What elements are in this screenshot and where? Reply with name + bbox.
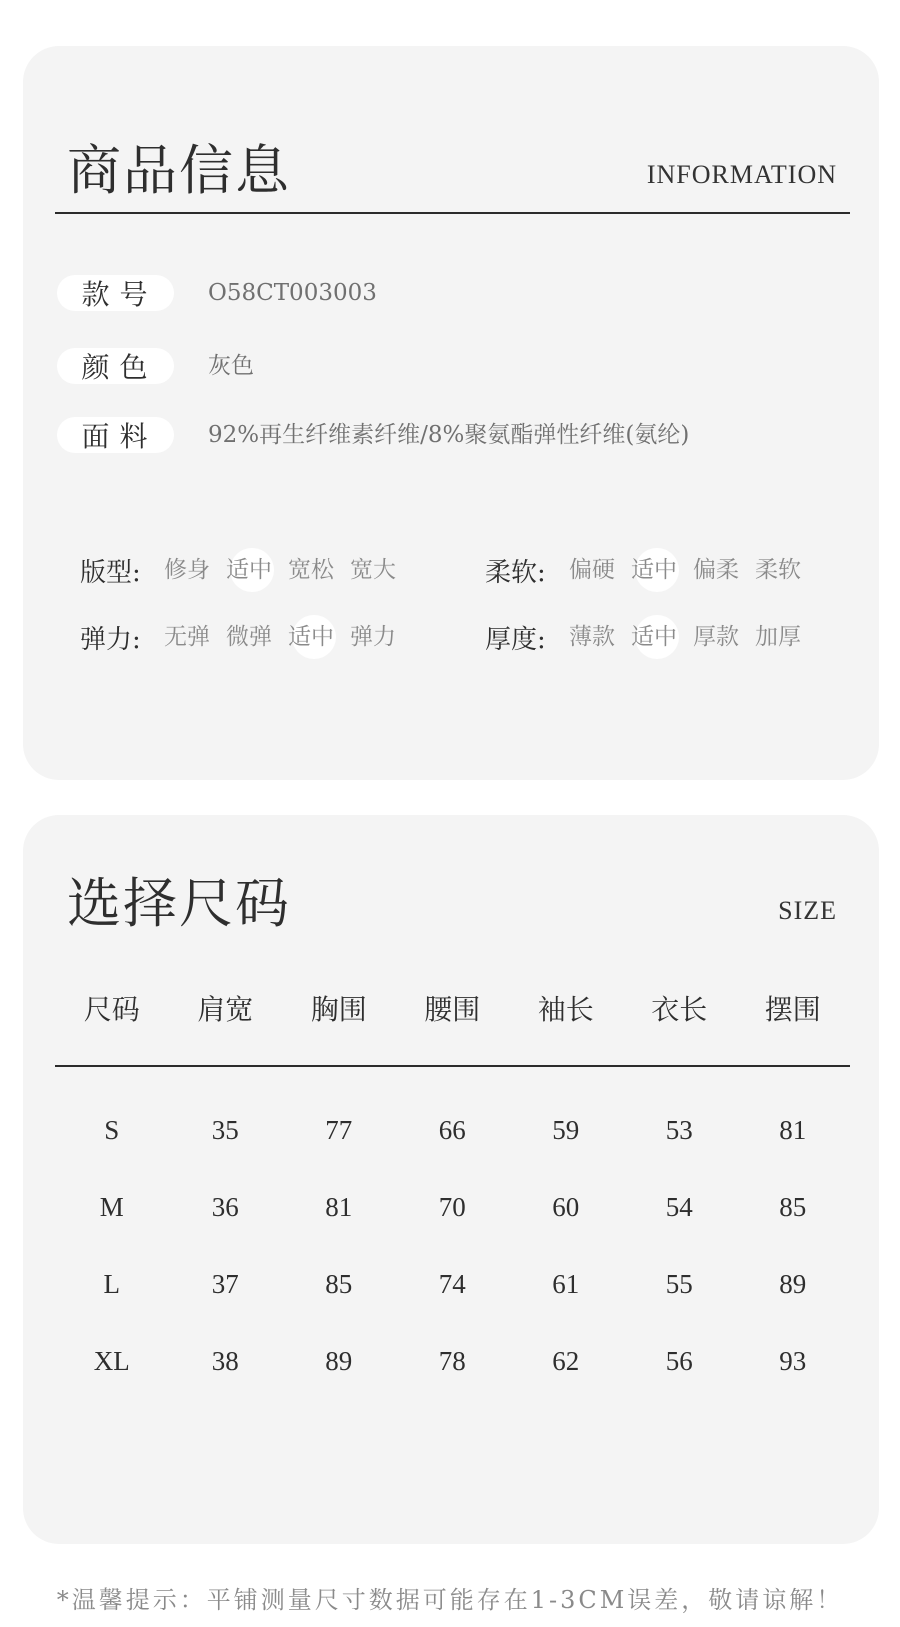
table-cell: 78: [438, 1346, 466, 1376]
table-cell: 85: [325, 1269, 353, 1299]
table-cell: 53: [665, 1115, 693, 1145]
field-value-style-no: O58CT003003: [208, 280, 377, 306]
table-cell: 81: [325, 1192, 353, 1222]
attr-fit: [80, 548, 404, 592]
table-row: [55, 1269, 850, 1346]
header-size: 尺码: [83, 993, 140, 1026]
table-cell: 38: [211, 1346, 239, 1376]
attr-fit-label: 版型:: [80, 557, 141, 588]
table-cell: 36: [211, 1192, 239, 1222]
info-divider: [55, 212, 850, 214]
table-cell: 85: [779, 1192, 807, 1222]
attr-elasticity-option: 微弹: [226, 624, 272, 650]
attr-fit-option: 宽松: [288, 557, 334, 583]
table-cell: XL: [93, 1346, 130, 1376]
size-table-header: [55, 988, 850, 1028]
attr-thickness-option: 加厚: [755, 624, 801, 650]
attr-softness-option: 偏硬: [569, 557, 615, 583]
table-cell: 77: [325, 1115, 353, 1145]
table-cell: 89: [325, 1346, 353, 1376]
table-cell: 37: [211, 1269, 239, 1299]
table-cell: 74: [438, 1269, 466, 1299]
attr-softness-option: 柔软: [755, 557, 801, 583]
header-shoulder: 肩宽: [197, 993, 254, 1026]
table-row: [55, 1346, 850, 1423]
size-title: 选择尺码: [67, 872, 291, 935]
table-cell: 62: [552, 1346, 580, 1376]
attr-elasticity-option: 弹力: [350, 624, 396, 650]
attr-thickness-option: 厚款: [693, 624, 739, 650]
attr-softness-option-selected: 适中: [623, 548, 685, 592]
size-chart-card: [23, 815, 879, 1544]
header-length: 衣长: [651, 993, 708, 1026]
size-table-body: [55, 1115, 850, 1423]
table-cell: 60: [552, 1192, 580, 1222]
table-cell: 66: [438, 1115, 466, 1145]
table-cell: 35: [211, 1115, 239, 1145]
size-title-en: SIZE: [778, 896, 837, 925]
attr-thickness-option-selected: 适中: [623, 615, 685, 659]
attr-fit-option-selected: 适中: [218, 548, 280, 592]
table-row: [55, 1115, 850, 1192]
table-cell: 54: [665, 1192, 693, 1222]
table-cell: S: [104, 1115, 120, 1145]
attr-elasticity-option-selected: 适中: [280, 615, 342, 659]
attr-elasticity: [80, 615, 404, 659]
table-cell: 81: [779, 1115, 807, 1145]
attr-elasticity-label: 弹力:: [80, 624, 141, 655]
attr-thickness-label: 厚度:: [485, 624, 546, 655]
attr-elasticity-option: 无弹: [164, 624, 210, 650]
header-waist: 腰围: [424, 993, 481, 1026]
product-info-card: [23, 46, 879, 780]
measurement-footnote: *温馨提示：平铺测量尺寸数据可能存在1-3CM误差，敬请谅解！: [56, 1586, 844, 1614]
field-label-style-no: 款号: [57, 275, 174, 311]
attr-fit-option: 宽大: [350, 557, 396, 583]
table-cell: 93: [779, 1346, 807, 1376]
table-cell: 89: [779, 1269, 807, 1299]
table-cell: 56: [665, 1346, 693, 1376]
attr-softness-label: 柔软:: [485, 557, 546, 588]
attr-fit-option: 修身: [164, 557, 210, 583]
table-cell: 61: [552, 1269, 580, 1299]
field-value-fabric: 92%再生纤维素纤维/8%聚氨酯弹性纤维(氨纶): [208, 422, 690, 448]
table-cell: 59: [552, 1115, 580, 1145]
info-title-en: INFORMATION: [646, 160, 837, 189]
attr-softness-option: 偏柔: [693, 557, 739, 583]
attr-thickness-option: 薄款: [569, 624, 615, 650]
header-chest: 胸围: [310, 993, 367, 1026]
size-header-row: [55, 988, 850, 1028]
size-divider: [55, 1065, 850, 1067]
info-title: 商品信息: [67, 139, 291, 202]
table-cell: L: [103, 1269, 120, 1299]
attr-softness: [485, 548, 809, 592]
table-cell: M: [99, 1192, 124, 1222]
attr-thickness: [485, 615, 809, 659]
header-hem: 摆围: [764, 993, 821, 1026]
field-label-fabric: 面料: [57, 417, 174, 453]
field-label-color: 颜色: [57, 348, 174, 384]
table-cell: 70: [438, 1192, 466, 1222]
header-sleeve: 袖长: [537, 993, 594, 1026]
table-cell: 55: [665, 1269, 693, 1299]
field-value-color: 灰色: [208, 353, 254, 379]
table-row: [55, 1192, 850, 1269]
